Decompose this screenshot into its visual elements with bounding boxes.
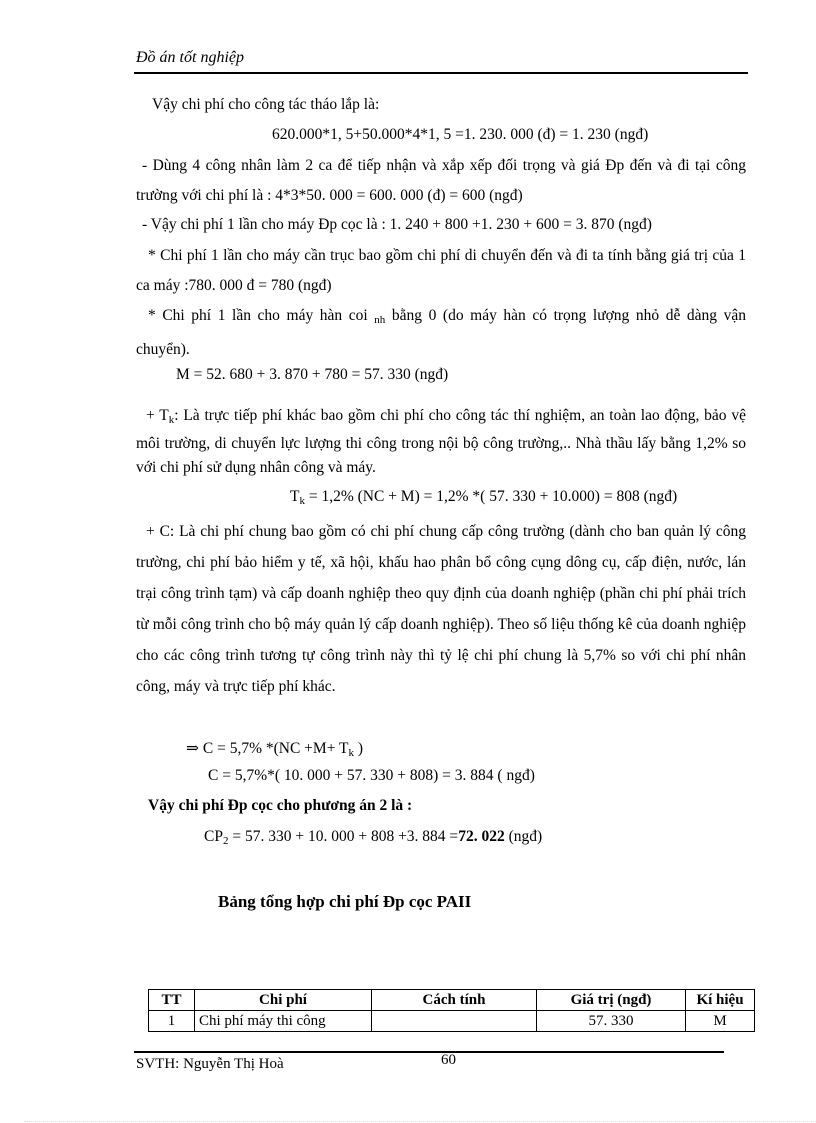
table-title: Bảng tổng hợp chi phí Đp cọc PAII xyxy=(218,892,472,911)
formula-text: ) xyxy=(354,740,364,757)
formula-text: = 1,2% (NC + M) = 1,2% *( 57. 330 + 10.000) = 808 (ngđ) xyxy=(304,488,678,505)
paragraph-text: * Chi phí 1 lần cho máy hàn coi xyxy=(148,307,368,324)
table-cell: 57. 330 xyxy=(537,1011,686,1032)
paragraph: + C: Là chi phí chung bao gồm có chi phí chung cấp công trường (dành cho ban quản lý công trường, chi phí bảo hiểm y tế, xã hội, khấu hao phân bổ công cụng dông cụ, cấp điện, nước, lán trại công trình tạm) và cấp doanh nghiệp theo quy định của doanh nghiệp (phần chi phí phải trích từ mỗi công trình cho bộ máy quản lý cấp doanh nghiệp). Theo số liệu thống kê của doanh nghiệp cho các công trình tương tự công trình này thì tỷ lệ chi phí chung là 5,7% so với chi phí nhân công, máy và trực tiếp phí khác. xyxy=(136,523,746,695)
subscript: 2 xyxy=(222,835,229,847)
summary-heading: Vậy chi phí Đp cọc cho phương án 2 là : xyxy=(148,797,413,814)
paragraph-text: bằng 0 (do máy hàn có trọng lượng nhỏ dễ dàng vận chuyển). xyxy=(136,307,747,358)
subscript: k xyxy=(168,414,175,426)
header-cell: Cách tính xyxy=(372,990,537,1011)
table-header-row xyxy=(149,990,755,1011)
subscript: k xyxy=(348,747,355,759)
table-row xyxy=(149,1011,755,1032)
text-line: Vậy chi phí cho công tác tháo lắp là: xyxy=(152,96,380,113)
formula-text: = 57. 330 + 10. 000 + 808 +3. 884 = xyxy=(228,828,459,845)
formula-line: C = 5,7%*( 10. 000 + 57. 330 + 808) = 3. 884 ( ngđ) xyxy=(208,767,535,784)
paragraph: * Chi phí 1 lần cho máy cần trục bao gồm chi phí di chuyển đến và đi ta tính bằng giá trị của 1 ca máy :780. 000 đ = 780 (ngđ) xyxy=(136,247,746,294)
paragraph: - Dùng 4 công nhân làm 2 ca để tiếp nhận và xắp xếp đối trọng và giá Đp đến và đi tại công trường với chi phí là : 4*3*50. 000 = 600. 000 (đ) = 600 (ngđ) xyxy=(136,157,746,204)
formula-line: M = 52. 680 + 3. 870 + 780 = 57. 330 (ngđ) xyxy=(176,366,449,383)
header-cell: Giá trị (ngđ) xyxy=(537,990,686,1011)
formula-line xyxy=(204,828,542,847)
header-cell: Chi phí xyxy=(195,990,372,1011)
page-bottom-edge xyxy=(24,1121,816,1122)
paragraph xyxy=(136,301,746,365)
formula-text: CP xyxy=(204,828,223,845)
formula-line xyxy=(290,488,677,507)
formula-line xyxy=(186,739,363,759)
formula-text: T xyxy=(290,488,300,505)
subscript: nh xyxy=(374,314,386,326)
paragraph-text: + T xyxy=(146,407,169,424)
table-cell: M xyxy=(686,1011,755,1032)
paragraph-text: : Là trực tiếp phí khác bao gồm chi phí cho công tác thí nghiệm, an toàn lao động, bảo vệ môi trường, di chuyển lực lượng thi công trong nội bộ công trường,.. Nhà thầu lấy bằng 1,2% so với chi phí sử dụng nhân công và máy. xyxy=(136,407,746,476)
table-cell: Chi phí máy thi công xyxy=(195,1011,372,1032)
table-cell xyxy=(372,1011,537,1032)
text-line: - Vậy chi phí 1 lần cho máy Đp cọc là : 1. 240 + 800 +1. 230 + 600 = 3. 870 (ngđ) xyxy=(142,216,652,233)
footer-divider xyxy=(134,1051,724,1053)
subscript: k xyxy=(299,495,305,507)
header-cell: Kí hiệu xyxy=(686,990,755,1011)
formula-text: (ngđ) xyxy=(504,828,543,845)
total-value: 72. 022 xyxy=(458,828,505,845)
paragraph xyxy=(136,404,746,480)
footer-author: SVTH: Nguyễn Thị Hoà xyxy=(136,1056,284,1072)
header-cell: TT xyxy=(149,990,195,1011)
formula-line: 620.000*1, 5+50.000*4*1, 5 =1. 230. 000 (đ) = 1. 230 (ngđ) xyxy=(272,126,649,143)
cost-summary-table xyxy=(148,989,755,1032)
page-number: 60 xyxy=(441,1052,456,1068)
formula-text: ⇒ C = 5,7% *(NC +M+ T xyxy=(186,740,349,757)
table-cell: 1 xyxy=(149,1011,195,1032)
document-header-title: Đồ án tốt nghiệp xyxy=(136,49,244,66)
header-divider xyxy=(134,72,748,74)
